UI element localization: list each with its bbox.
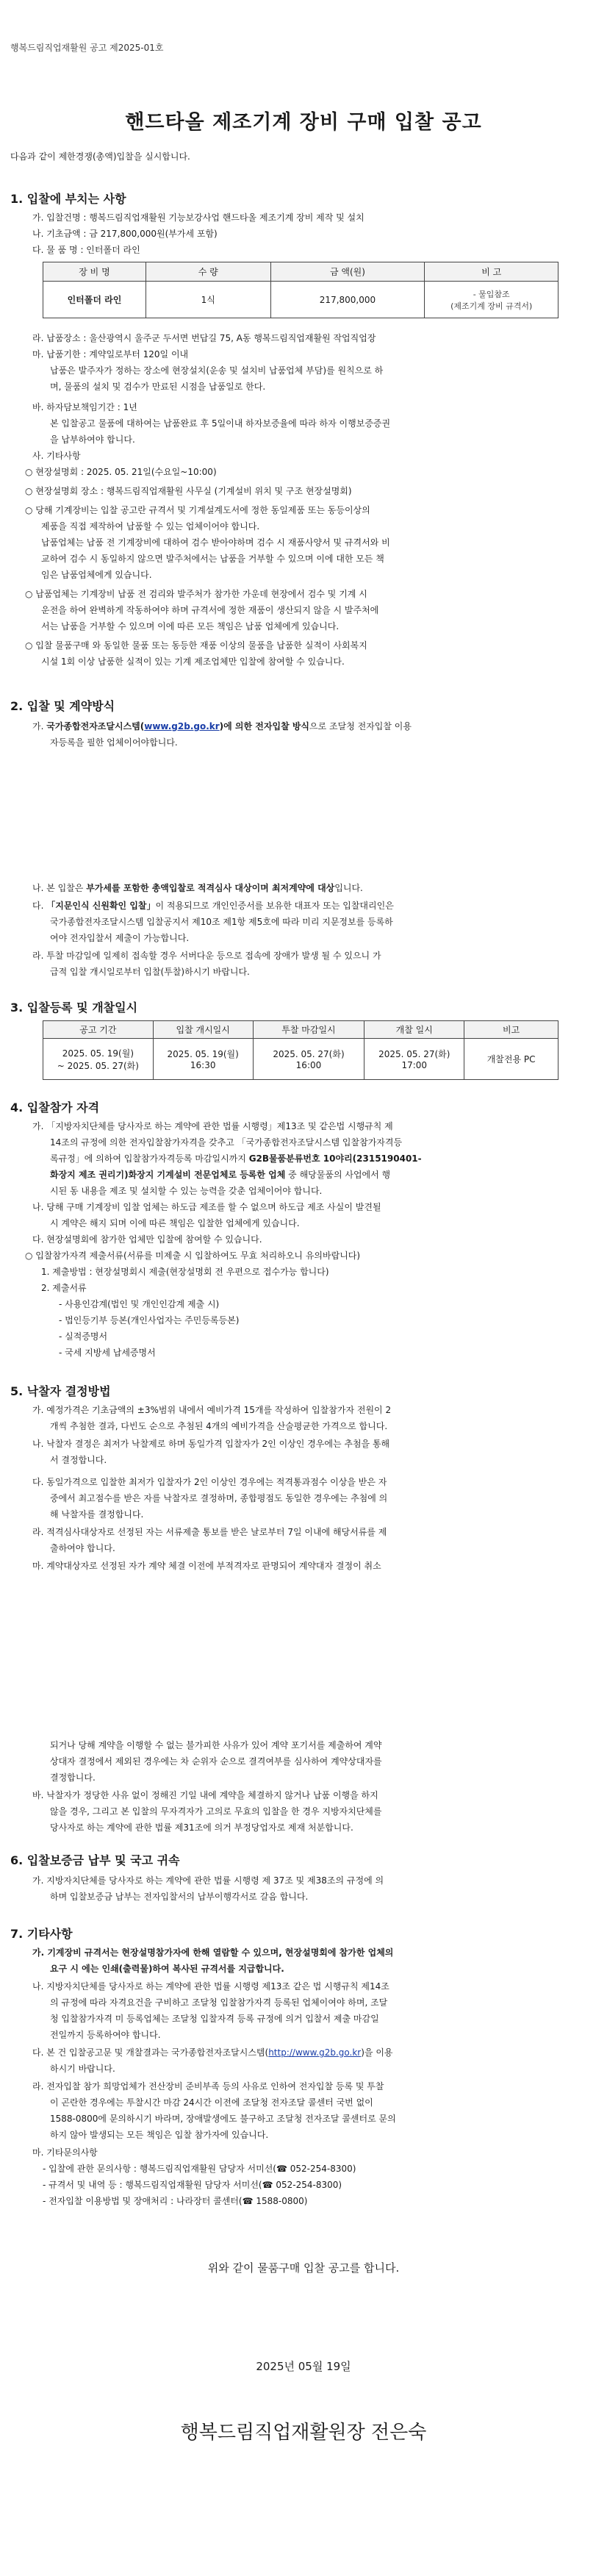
cell-equip-name: 인터폴더 라인 — [43, 282, 146, 318]
s1-item-ma-l2: 며, 물품의 설치 및 검수가 만료된 시점을 납품일로 한다. — [50, 382, 266, 392]
s1-circle-5-l1: ○ 입찰 물품구매 와 동일한 물품 또는 동등한 재품 이상의 물품을 납품한 실적이 사회복지 — [25, 640, 367, 651]
s2-item-ga-l2: 자등록을 필한 업체이어야합니다. — [50, 737, 178, 748]
s2-da-prefix: 다. — [32, 901, 47, 911]
intro-text: 다음과 같이 제한경쟁(총액)입찰을 실시합니다. — [10, 151, 190, 162]
s4-na-l2: 시 계약은 해지 되며 이에 따른 책임은 입찰한 업체에게 있습니다. — [50, 1218, 300, 1228]
s1-item-ga: 가. 입찰건명 : 행복드림직업재활원 기능보강사업 핸드타올 제조기계 장비 제작 및 설치 — [32, 212, 364, 223]
s7-na-l4: 전일까지 등록하여야 합니다. — [50, 2030, 161, 2040]
s2-item-da-l3: 여야 전자입찰서 제출이 가능합니다. — [50, 933, 190, 943]
s5-ga-l1: 가. 예정가격은 기초금액의 ±3%범위 내에서 예비가격 15개를 작성하여 입찰참가자 전원이 2 — [32, 1405, 392, 1415]
section-2-heading: 2. 입찰 및 계약방식 — [10, 699, 115, 713]
s1-circle-5-l2: 시설 1회 이상 납품한 실적이 있는 기계 제조업체만 입찰에 참여할 수 있습니다. — [41, 656, 345, 667]
s2-da-rest: 이 적용되므로 개인인증서를 보유한 대표자 또는 입찰대리인은 — [155, 901, 394, 911]
s7-na-l1: 나. 지방자치단체를 당사자로 하는 계약에 관한 법률 시행령 제13조 같은 법 시행규칙 제14조 — [32, 1981, 389, 1992]
s1-item-na: 나. 기초금액 : 금 217,800,000원(부가세 포함) — [32, 229, 218, 239]
s1-item-ma: 마. 납품기한 : 계약일로부터 120일 이내 — [32, 349, 189, 359]
s5-na-l2: 서 결정합니다. — [50, 1455, 107, 1465]
s1-circle-1: ○ 현장설명회 : 2025. 05. 21일(수요일~10:00) — [25, 467, 217, 477]
s2-item-ra-l2: 급적 입찰 개시일로부터 입찰(투찰)하시기 바랍니다. — [50, 967, 250, 977]
s4-circle-1: ○ 입찰참가자격 제출서류(서류를 미제출 시 입찰하여도 무효 처리하오니 유의바랍니다) — [25, 1251, 361, 1261]
s4-d2: 2. 제출서류 — [41, 1283, 87, 1293]
s5-ma-l4: 결정합니다. — [50, 1772, 96, 1783]
s2-na-prefix: 나. 본 입찰은 — [32, 883, 87, 893]
s7-ra-l4: 하지 않아 발생되는 모든 책임은 입찰 참가자에 있습니다. — [50, 2130, 269, 2140]
col-header-amount: 금 액(원) — [270, 262, 425, 282]
s7-ga-l2: 요구 시 에는 인쇄(출력물)하여 복사된 규격서를 지급합니다. — [50, 1964, 284, 1974]
s7-da-l1-b: )을 이용 — [361, 2047, 393, 2058]
sched-cell-open — [364, 1039, 464, 1080]
col-header-note: 비 고 — [425, 262, 558, 282]
g2b-url-link[interactable]: http://www.g2b.go.kr — [268, 2047, 362, 2058]
s5-da-l1: 다. 동일가격으로 입찰한 최저가 입찰자가 2인 이상인 경우에는 적격통과점수 이상을 받은 자 — [32, 1477, 387, 1487]
s4-ga-l3-b: G2B물품분류번호 10야리(2315190401- — [248, 1153, 422, 1164]
s2-ga-rest: 으로 조달청 전자입찰 이용 — [309, 721, 412, 731]
sched-cell-period — [43, 1039, 154, 1080]
section-6-heading: 6. 입찰보증금 납부 및 국고 귀속 — [10, 1853, 180, 1867]
col-header-qty: 수 량 — [146, 262, 270, 282]
s7-ga-l1: 가. 기계장비 규격서는 현장설명참가자에 한해 열람할 수 있으며, 현장설명회에 참가한 업체의 — [32, 1947, 394, 1958]
sched-close-1: 2025. 05. 27(화) — [273, 1049, 345, 1059]
s2-item-da-l2: 국가종합전자조달시스템 입찰공지서 제10조 제1항 제5호에 따라 미리 지문정보를 등록하 — [50, 917, 393, 927]
closing-date: 2025년 05월 19일 — [256, 2360, 351, 2373]
s5-ma-l1: 마. 계약대상자로 선정된 자가 계약 체결 이전에 부적격자로 판명되어 계약대자 결정이 취소 — [32, 1561, 381, 1571]
sched-header-period: 공고 기간 — [43, 1021, 154, 1039]
s7-m3: - 전자입찰 이용방법 및 장애처리 : 나라장터 콜센터(☎ 1588-0800) — [43, 2196, 308, 2206]
s1-item-sa: 사. 기타사항 — [32, 451, 81, 461]
s5-ba-l2: 않을 경우, 그리고 본 입찰의 무자격자가 고의로 무효의 입찰을 한 경우 지방자치단체를 — [50, 1806, 382, 1817]
s2-da-bold: 「지문인식 신원확인 입찰」 — [46, 901, 156, 911]
s1-item-ba-l1: 본 입찰공고 물품에 대하여는 납품완료 후 5일이내 하자보증율에 따라 하자 이행보증증권 — [50, 418, 391, 429]
sched-close-2: 16:00 — [295, 1060, 322, 1070]
s5-ga-l2: 개씩 추첨한 결과, 다빈도 순으로 추첨된 4개의 예비가격을 산술평균한 가격으로 합니다. — [50, 1421, 388, 1431]
s2-ga-bold1: 국가종합전자조달시스템( — [46, 721, 145, 731]
notice-number: 행복드림직업재활원 공고 제2025-01호 — [10, 43, 164, 53]
s7-ra-l3: 1588-0800에 문의하시기 바라며, 장애발생에도 불구하고 조달청 전자조달 콜센터로 문의 — [50, 2114, 396, 2124]
s4-ga-l2: 14조의 규정에 의한 전자입찰참가자격을 갖추고 「국가종합전자조달시스템 입찰참가자격등 — [50, 1137, 403, 1148]
s5-ba-l1: 바. 낙찰자가 정당한 사유 없이 정해진 기일 내에 계약을 체결하지 않거나 납품 이행을 하지 — [32, 1790, 378, 1800]
s1-circle-3-l5: 임은 납품업체에게 있습니다. — [41, 570, 152, 580]
section-4-heading: 4. 입찰참가 자격 — [10, 1101, 100, 1115]
s7-da-l1-a: 다. 본 건 입찰공고문 및 개찰결과는 국가종합전자조달시스템( — [32, 2047, 269, 2058]
s1-item-da: 다. 물 품 명 : 인터폴더 라인 — [32, 245, 140, 255]
s2-item-na — [32, 879, 591, 897]
s2-item-da — [32, 897, 591, 915]
s4-ga-l4-b: 중 해당물품의 사업에서 행 — [285, 1170, 391, 1180]
s4-ga-l3 — [50, 1150, 607, 1167]
s1-circle-3-l4: 교하여 검수 시 동일하지 않으면 발주처에서는 납품을 거부할 수 있으며 이에 대한 모든 책 — [41, 554, 384, 564]
section-1-heading: 1. 입찰에 부치는 사항 — [10, 192, 126, 206]
s4-s1: - 사용인감계(법인 및 개인인감계 제출 시) — [59, 1299, 220, 1309]
sched-cell-note: 개찰전용 PC — [464, 1039, 558, 1080]
s5-ma-l2: 되거나 당해 계약을 이행할 수 없는 불가피한 사유가 있어 계약 포기서를 제출하여 계약 — [50, 1740, 382, 1750]
s5-ra-l2: 출하여야 합니다. — [50, 1543, 115, 1553]
s2-ga-prefix: 가. — [32, 721, 47, 731]
s1-circle-2: ○ 현장설명회 장소 : 행복드림직업재활원 사무실 (기계설비 위치 및 구조 현장설명회) — [25, 486, 352, 496]
s7-na-l2: 의 규정에 따라 자격요건을 구비하고 조달청 입찰참가자격 등록된 업체이여야 하며, 조달 — [50, 1997, 388, 2008]
s1-item-ba: 바. 하자담보책임기간 : 1년 — [32, 402, 137, 412]
s5-na-l1: 나. 낙찰자 결정은 최저가 낙찰제로 하며 동일가격 입찰자가 2인 이상인 경우에는 추첨을 통해 — [32, 1439, 390, 1449]
s2-na-rest: 입니다. — [334, 883, 363, 893]
sched-header-open: 개찰 일시 — [364, 1021, 464, 1039]
cell-equip-amount: 217,800,000 — [270, 282, 425, 318]
s5-ma-l3: 상대자 결정에서 제외된 경우에는 차 순위자 순으로 결격여부를 심사하여 계약상대자를 — [50, 1756, 382, 1767]
s7-m1: - 입찰에 관한 문의사항 : 행복드림직업재활원 담당자 서미선(☎ 052-254-8300) — [43, 2164, 356, 2174]
s2-na-bold: 부가세를 포함한 총액입찰로 적격심사 대상이며 최저계약에 대상 — [86, 883, 335, 893]
sched-header-note: 비고 — [464, 1021, 558, 1039]
closing-statement: 위와 같이 물품구매 입찰 공고를 합니다. — [207, 2261, 400, 2275]
s4-ga-l4-a: 화장지 제조 권리기)화장지 기계설비 전문업체로 등록한 업체 — [50, 1170, 286, 1180]
section-5-heading: 5. 낙찰자 결정방법 — [10, 1384, 111, 1398]
s4-na-l1: 나. 당해 구매 기계장비 입찰 업체는 하도급 제조를 할 수 없으며 하도급 제조 사실이 발견될 — [32, 1202, 381, 1212]
s2-item-ga — [32, 718, 591, 735]
sched-header-start: 입찰 개시일시 — [153, 1021, 253, 1039]
s2-item-ra-l1: 라. 투찰 마감일에 일제히 접속할 경우 서버다운 등으로 접속에 장애가 발생 될 수 있으니 가 — [32, 951, 381, 961]
s6-ga-l2: 하며 입찰보증금 납부는 전자입찰서의 납부이행각서로 갈음 합니다. — [50, 1892, 309, 1902]
s6-ga-l1: 가. 지방자치단체를 당사자로 하는 계약에 관한 법률 시행령 제 37조 및 제38조의 규정에 의 — [32, 1875, 384, 1886]
s4-s4: - 국세 지방세 납세증명서 — [59, 1348, 156, 1358]
s5-ra-l1: 라. 적격심사대상자로 선정된 자는 서류제출 통보를 받은 날로부터 7일 이내에 해당서류를 제 — [32, 1527, 387, 1537]
equip-note-line1: - 물입참조 — [473, 289, 510, 299]
s7-m2: - 규격서 및 내역 등 : 행복드림직업재활원 담당자 서미선(☎ 052-254-8300) — [43, 2180, 342, 2190]
s4-s3: - 실적증명서 — [59, 1331, 108, 1342]
sched-open-1: 2025. 05. 27(화) — [378, 1049, 450, 1059]
s4-ga-l4 — [50, 1166, 607, 1184]
section-3-heading: 3. 입찰등록 및 개찰일시 — [10, 1001, 138, 1015]
sched-start-1: 2025. 05. 19(월) — [167, 1049, 239, 1059]
s7-ra-l1: 라. 전자입찰 참가 희망업체가 전산장비 준비부족 등의 사유로 인하여 전자입찰 등록 및 투찰 — [32, 2081, 384, 2092]
s1-circle-4-l3: 서는 납품을 거부할 수 있으며 이에 따른 모든 책임은 납품 업체에게 있습니다. — [41, 621, 340, 632]
s7-ma: 마. 기타문의사항 — [32, 2147, 98, 2158]
g2b-link[interactable]: www.g2b.go.kr — [144, 721, 220, 731]
s1-item-ma-l1: 납품은 발주자가 정하는 장소에 현장설치(운송 및 설치비 납품업체 부담)를 원칙으로 하 — [50, 365, 384, 376]
s5-ba-l3: 당사자로 하는 계약에 관한 법률 제31조에 의거 부정당업자로 제재 처분합니다. — [50, 1822, 353, 1833]
sched-start-2: 16:30 — [190, 1060, 216, 1070]
sched-period-1: 2025. 05. 19(월) — [62, 1048, 134, 1059]
s1-circle-3-l2: 제품을 직접 제작하여 납품할 수 있는 업체이어야 합니다. — [41, 521, 260, 532]
s4-ga-l1: 가. 「지방자치단체를 당사자로 하는 계약에 관한 법률 시행령」제13조 및 같은법 시행규칙 제 — [32, 1121, 393, 1131]
sched-open-2: 17:00 — [401, 1060, 428, 1070]
s1-circle-3-l3: 납품업체는 납품 전 기계장비에 대하여 검수 받아야하며 검수 시 재품사양서 및 규격서와 비 — [41, 537, 390, 548]
s7-da-l1 — [32, 2044, 591, 2061]
s1-item-ba-l2: 을 납부하여야 합니다. — [50, 434, 135, 445]
schedule-table — [43, 1020, 558, 1080]
s4-d1: 1. 제출방법 : 현장설명회시 제출(현장설명회 전 우편으로 접수가능 합니다) — [41, 1267, 329, 1277]
sched-cell-close — [253, 1039, 364, 1080]
s4-da: 다. 현장설명회에 참가한 업체만 입찰에 참여할 수 있습니다. — [32, 1234, 262, 1245]
page-title: 핸드타올 제조기계 장비 구매 입찰 공고 — [125, 111, 482, 134]
s5-da-l3: 해 낙찰자를 결정합니다. — [50, 1509, 144, 1520]
s2-ga-bold2: )에 의한 전자입찰 방식 — [219, 721, 310, 731]
s1-circle-4-l2: 운전을 하여 완벽하게 작동하여야 하며 규격서에 정한 재품이 생산되지 않을 시 발주처에 — [41, 605, 379, 615]
s7-ra-l2: 이 곤란한 경우에는 투찰시간 마감 24시간 이전에 조달청 전자조달 콜센터 국번 없이 — [50, 2097, 373, 2108]
cell-equip-qty: 1식 — [146, 282, 270, 318]
s7-da-l2: 하시기 바랍니다. — [50, 2064, 115, 2074]
s4-ga-l3-a: 록규정」에 의하여 입찰참가자격등록 마감일시까지 — [50, 1153, 249, 1164]
s5-da-l2: 중에서 최고점수를 받은 자를 낙찰자로 결정하며, 종합평점도 동일한 경우에는 추첨에 의 — [50, 1493, 388, 1503]
col-header-name: 장 비 명 — [43, 262, 146, 282]
sched-period-2: ~ 2025. 05. 27(화) — [57, 1060, 139, 1071]
cell-equip-note — [425, 282, 558, 318]
s1-circle-4-l1: ○ 납품업체는 기계장비 납품 전 검리와 발주처가 참가한 가운데 현장에서 검수 및 기계 시 — [25, 589, 367, 599]
equip-note-line2: (제조기계 장비 규격서) — [450, 301, 533, 311]
s7-na-l3: 청 입찰참가자격 미 등록업체는 조달청 입찰자격 등록 규정에 의거 입찰서 제출 마감일 — [50, 2014, 379, 2024]
s1-item-ra: 라. 납품장소 : 울산광역시 울주군 두서면 번답길 75, A동 행복드림직업재활원 작업직업장 — [32, 333, 376, 343]
section-7-heading: 7. 기타사항 — [10, 1927, 73, 1941]
closing-signer: 행복드림직업재활원장 전은숙 — [180, 2422, 427, 2444]
s4-ga-l5: 시된 동 내용을 제조 및 설치할 수 있는 능력을 갖춘 업체이어야 합니다. — [50, 1186, 323, 1196]
sched-cell-start — [153, 1039, 253, 1080]
s4-s2: - 법인등기부 등본(개인사업자는 주민등록등본) — [59, 1315, 240, 1325]
s1-circle-3-l1: ○ 당해 기계장비는 입찰 공고란 규격서 및 기계설계도서에 정한 동일제품 또는 동등이상의 — [25, 505, 370, 515]
sched-header-close: 투찰 마감일시 — [253, 1021, 364, 1039]
equipment-table — [43, 262, 558, 318]
